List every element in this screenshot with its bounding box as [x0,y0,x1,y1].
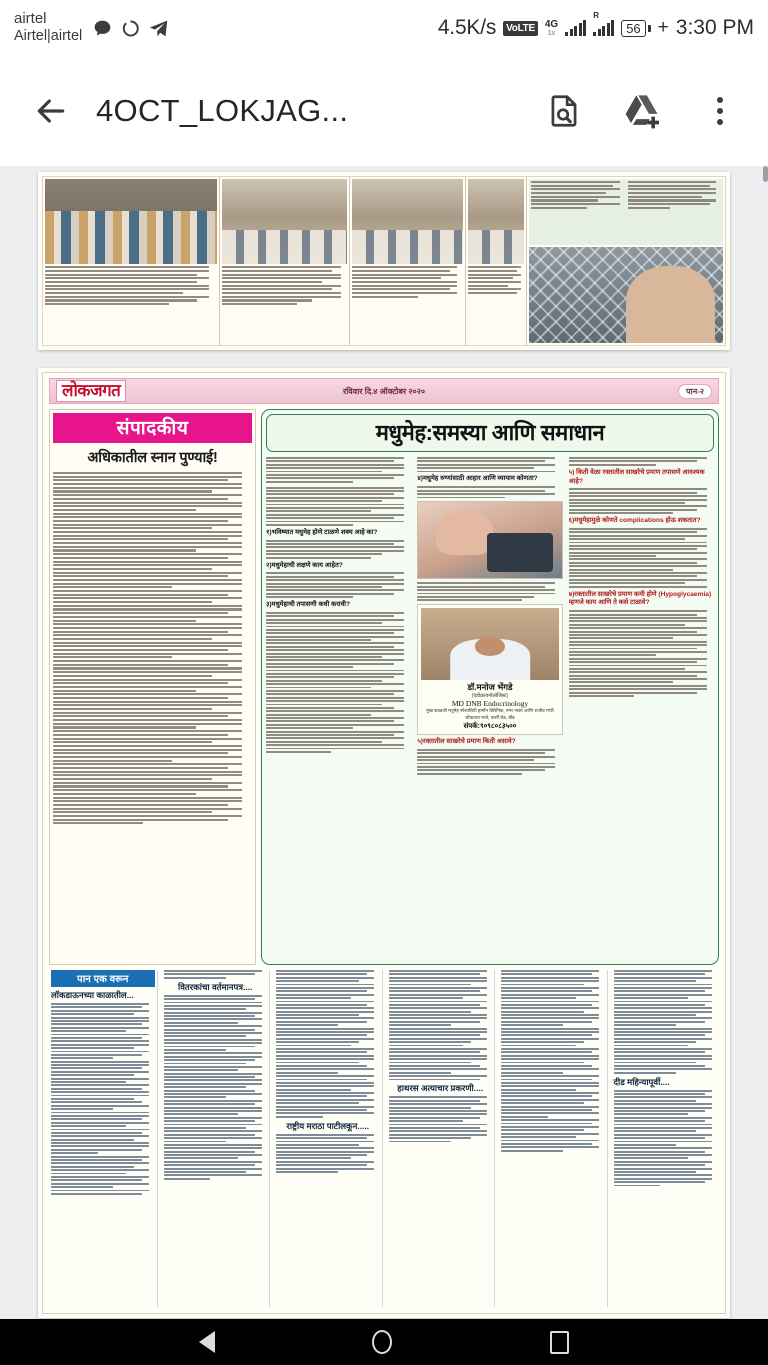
health-question-4: ४)मधुमेह रुग्णांसाठी आहार आणि व्यायाम कोणता? [417,475,538,483]
bottom-title-5: दीड महिन्यापूर्वी.... [613,1076,670,1087]
photo-felicitation [45,179,217,264]
network-type-label: 4G 1x [544,18,559,37]
bottom-body-3 [276,1134,380,1173]
caption-column-4 [468,266,524,296]
health-intro [266,457,411,483]
signal-strength-sim2-icon [593,11,614,36]
arrow-left-icon [31,91,71,131]
caption-column-3-wrap [350,177,466,345]
more-vertical-icon [717,97,723,125]
nav-recents-square-icon [550,1331,569,1354]
bank-protest-block [527,177,725,345]
nav-home-circle-icon [372,1330,392,1354]
charging-indicator: + [657,17,669,38]
health-question-8: ७)रक्तातील साखरेचे प्रमाण कमी होणे (Hypoglycaemia) म्हणजे काय आणि ते कसे टाळावे? [568,590,712,607]
volte-badge: VoLTE [503,21,538,36]
nav-home-button[interactable] [372,1330,392,1354]
newspaper-main-page[interactable] [38,368,730,1318]
doctor-contact: संपर्क:९०९८०८३५०० [463,723,517,731]
bottom-title-1: लॉकडाऊनच्या काळातील... [51,990,134,1000]
battery-cap-icon [648,25,651,32]
carrier-line-2: Airtel|airtel [14,28,83,45]
bottom-content-row [49,970,719,1307]
bottom-title-2: वितरकांचा वर्तमानपत्र.... [178,981,253,992]
status-indicators [437,11,754,40]
bottom-column-2 [162,970,271,1307]
bottom-column-4 [387,970,496,1307]
bottom-body-4 [389,1096,493,1142]
back-button[interactable] [22,82,80,140]
health-answer-5 [417,749,562,775]
caption-column-1 [45,266,217,307]
health-answer-7 [569,528,714,588]
nav-back-button[interactable] [199,1331,215,1353]
photo-glucose-test [417,501,562,579]
carrier-label [14,11,82,44]
health-answer-8 [569,610,714,697]
upper-content-row [49,409,719,965]
nav-back-triangle-icon [199,1331,215,1353]
bottom-body-4a [389,970,493,1080]
health-article-columns [266,457,714,960]
sync-circle-icon [120,18,141,39]
telegram-send-icon [148,18,169,39]
save-to-drive-button[interactable] [616,85,668,137]
bottom-column-5 [499,970,608,1307]
editorial-section [49,409,256,965]
bank-protest-text [529,179,723,245]
doctor-degree: MD DNB Endocrinology [451,699,529,709]
top-strip-layout [42,176,726,346]
health-para-2 [266,487,411,526]
health-col2-top [417,457,562,472]
newspaper-page-content [42,372,726,1314]
health-question-2: २)मधुमेहाची लक्षणे काय आहेत? [266,561,343,569]
masthead-logo: लोकजगत [56,380,126,402]
caption-column-2 [222,266,347,307]
health-answer-2 [266,572,411,598]
app-bar [0,56,768,166]
carrier-line-1: airtel [14,10,47,28]
health-question-3: ३)मधुमेहाची तपासणी कधी करावी? [266,601,351,609]
masthead-page-number: पान-२ [678,384,712,399]
bottom-title-4: हाथरस अत्याचार प्रकरणी.... [397,1083,484,1094]
bottom-body-2a [164,970,268,979]
health-question-5: ५)रक्तातील साखरेचे प्रमाण किती असावे? [417,738,516,746]
doctor-name: डॉ.मनोज भेंगडे [467,682,513,693]
document-search-icon [545,92,583,130]
clock-label: 3:30 PM [675,16,754,39]
nav-recents-button[interactable] [550,1331,569,1354]
bottom-body-1 [51,1003,155,1195]
health-question-1: १)भविष्यात मधुमेह होणे टाळणे शक्य आहे का? [266,528,378,536]
caption-column-3 [352,266,463,299]
health-question-6: ५) किती वेळा रक्तातील साखरेचे प्रमाण तपासणे आवश्यक आहे? [568,468,705,485]
doctor-address: मुख काळजी मधुमेह स्पेशालिटी हार्मोन क्लिनिक, नगर नाका आणि राजीव गांधी चौकाच्या मध्ये, बार्शी रोड, बीड [426,708,554,720]
roaming-label: R [593,11,599,20]
page-title: 4OCT_LOKJAG... [96,93,349,128]
bottom-title-3: राष्ट्रीय मराठा पाटीलकून..... [286,1120,370,1131]
status-bar [0,0,768,56]
health-column-1 [266,457,411,960]
health-col2-mid [417,582,562,601]
health-article-title: मधुमेह:समस्या आणि समाधान [266,414,714,452]
editorial-body [53,472,252,961]
bottom-column-6 [612,970,720,1307]
bottom-body-3a [276,970,380,1118]
caption-column-2-wrap [220,177,350,345]
photo-doctor [421,608,558,680]
battery-level-label: 56 [621,20,645,37]
app-bar-actions [538,85,746,137]
photo-bank-inset [468,179,524,264]
health-article-section [261,409,719,965]
signal-strength-sim1-icon [565,20,586,36]
editorial-section-label: संपादकीय [53,413,252,443]
doctor-specialty: (एंडोक्रायनॉलॉजिस्ट) [471,693,509,700]
document-search-button[interactable] [538,85,590,137]
health-column-3 [569,457,714,960]
vertical-scrollbar[interactable] [763,166,768,182]
masthead-date: रविवार दि.४ ऑक्टोबर २०२० [342,386,426,396]
bottom-body-2 [164,995,268,1180]
top-photo-group-left [43,177,220,345]
health-answer-4 [417,486,562,498]
health-col3-top [569,457,714,466]
bottom-column-3 [274,970,383,1307]
pdf-viewer[interactable] [0,166,768,1319]
photo-meeting [222,179,347,264]
bottom-body-5a [501,970,605,1152]
overflow-menu-button[interactable] [694,85,746,137]
health-question-7: ६)मधुमेहामुळे कोणते complications होऊ शकतात? [568,517,701,525]
caption-column-4-wrap [466,177,527,345]
doctor-profile-box [417,604,562,735]
notification-icons [92,18,169,39]
drive-add-icon [622,91,662,131]
chat-bubble-icon [92,18,113,39]
android-navigation-bar [0,1319,768,1365]
network-sub-label: 1x [547,29,556,37]
masthead [49,378,719,404]
photo-office-visit [352,179,463,264]
health-answer-3 [266,612,411,753]
health-answer-6 [569,488,714,514]
health-answer-1 [266,540,411,559]
bottom-section-header: पान एक वरून [51,970,155,987]
photo-protest-gate [529,247,723,343]
bottom-body-6 [614,1090,718,1187]
network-speed-label: 4.5K/s [437,16,497,39]
newspaper-top-strip-page[interactable] [38,172,730,350]
bottom-column-1 [49,970,158,1307]
health-column-2 [417,457,562,960]
bottom-body-6a [614,970,718,1074]
editorial-headline: अधिकातील स्नान पुण्याई! [87,450,218,466]
